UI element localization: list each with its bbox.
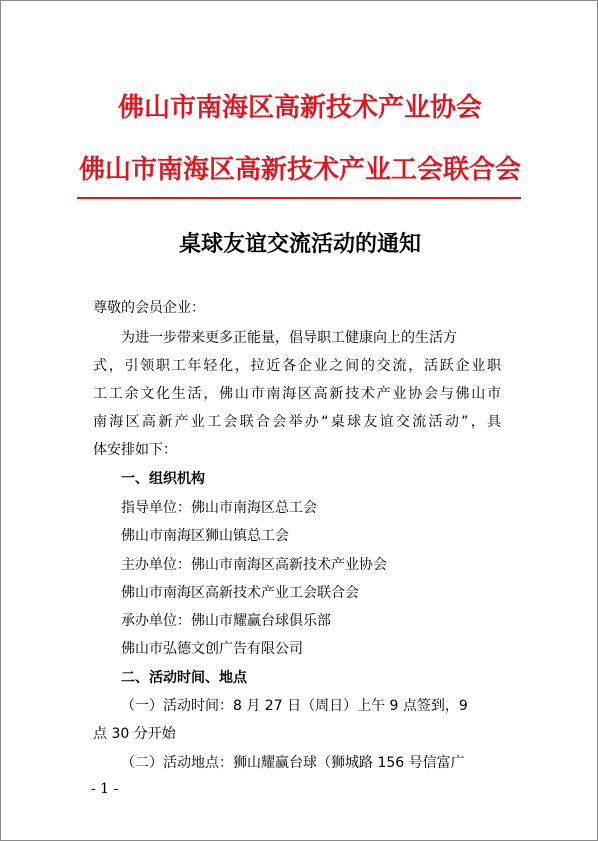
time-place-line: 点 30 分开始 xyxy=(93,726,176,742)
time-place-line: （一）活动时间：8 月 27 日（周日）上午 9 点签到，9 xyxy=(121,698,468,714)
organization-line: 承办单位：佛山市耀赢台球俱乐部 xyxy=(121,613,331,629)
red-divider-line xyxy=(77,197,521,199)
organization-name-1: 佛山市南海区高新技术产业协会 xyxy=(117,93,482,123)
organization-line: 佛山市南海区狮山镇总工会 xyxy=(121,528,289,544)
intro-line: 为进一步带来更多正能量，倡导职工健康向上的生活方 xyxy=(121,330,457,346)
organization-line: 指导单位：佛山市南海区总工会 xyxy=(121,500,317,516)
section-heading-organization: 一、组织机构 xyxy=(121,471,205,487)
notice-title: 桌球友谊交流活动的通知 xyxy=(178,231,421,257)
intro-line: 南海区高新产业工会联合会举办“桌球友谊交流活动”，具 xyxy=(93,414,501,430)
organization-line: 佛山市弘德文创广告有限公司 xyxy=(121,641,303,657)
salutation: 尊敬的会员企业： xyxy=(93,300,205,316)
organization-name-2: 佛山市南海区高新技术产业工会联合会 xyxy=(78,155,521,185)
organization-line: 主办单位：佛山市南海区高新技术产业协会 xyxy=(121,557,387,573)
intro-line: 工工余文化生活，佛山市南海区高新技术产业协会与佛山市 xyxy=(93,386,501,402)
intro-line: 体安排如下： xyxy=(93,442,177,458)
intro-line: 式，引领职工年轻化，拉近各企业之间的交流，活跃企业职 xyxy=(93,358,501,374)
page-number: - 1 - xyxy=(91,781,119,797)
section-heading-time-place: 二、活动时间、地点 xyxy=(121,670,247,686)
time-place-line: （二）活动地点：狮山耀赢台球（狮城路 156 号信富广 xyxy=(121,755,465,771)
organization-line: 佛山市南海区高新技术产业工会联合会 xyxy=(121,585,359,601)
